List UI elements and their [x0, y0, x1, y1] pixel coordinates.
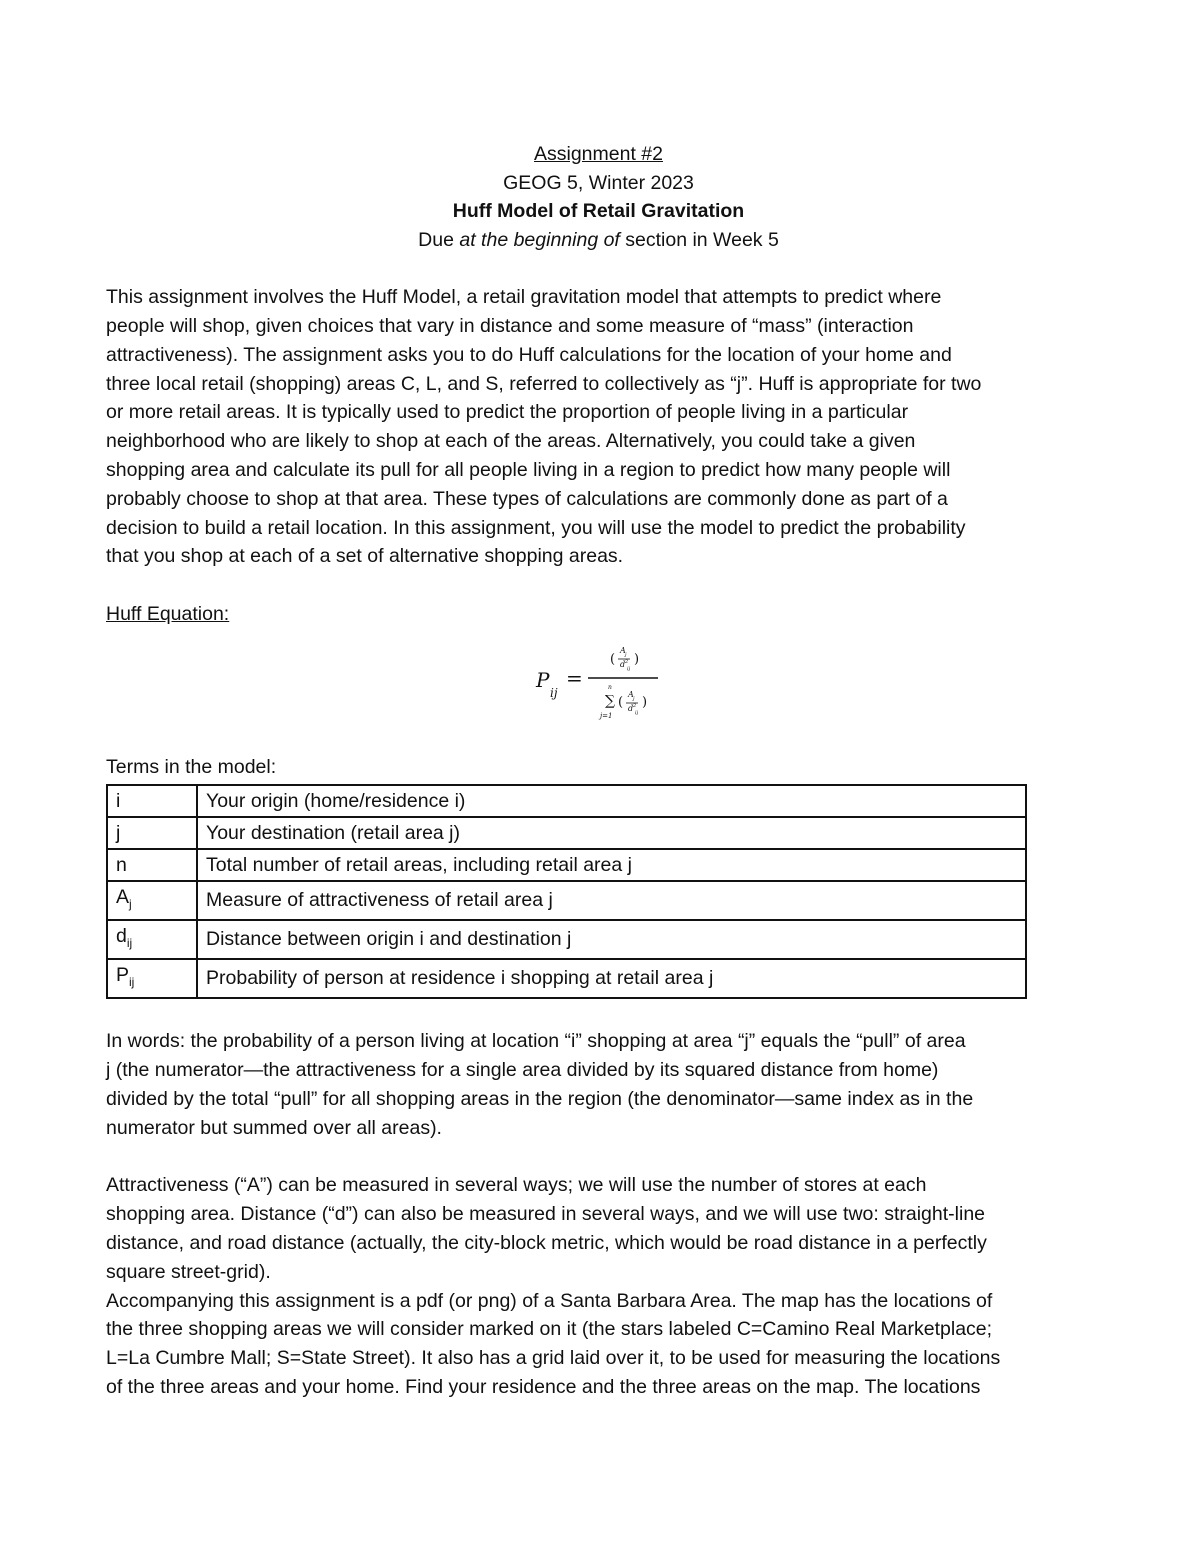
eq-den-den-sub: ij — [635, 709, 639, 716]
eq-equals: = — [566, 665, 583, 690]
table-row — [107, 849, 1026, 881]
in-words-paragraph — [106, 1027, 1091, 1142]
assignment-title: Assignment #2 — [534, 143, 663, 165]
attractiveness-line: shopping area. Distance (“d”) can also be measured in several ways, and we will use two: straight-line — [106, 1203, 986, 1226]
term-symbol: i — [107, 785, 197, 817]
eq-den-den-exp: 2 — [633, 702, 637, 709]
eq-num-var: A — [620, 645, 626, 655]
term-description: Distance between origin i and destination j — [197, 920, 1026, 959]
attractiveness-line: Attractiveness (“A”) can be measured in several ways; we will use the number of stores at each — [106, 1174, 927, 1197]
eq-sum-lower: j=1 — [600, 711, 613, 720]
term-symbol: n — [107, 849, 197, 881]
document-page — [106, 140, 1091, 1402]
eq-den-open-paren: ( — [618, 694, 624, 710]
eq-num-den-exp: 2 — [625, 658, 629, 665]
eq-den-num-var-sub: j — [633, 695, 635, 702]
table-row — [107, 920, 1026, 959]
intro-line: attractiveness). The assignment asks you to do Huff calculations for the location of your home and — [106, 343, 952, 366]
equation-heading: Huff Equation: — [106, 602, 230, 625]
course-line: GEOG 5, Winter 2023 — [503, 171, 694, 194]
words-line: divided by the total “pull” for all shopping areas in the region (the denominator—same index as in the — [106, 1087, 974, 1110]
intro-line: three local retail (shopping) areas C, L, and S, referred to collectively as “j”. Huff is appropriate for two — [106, 372, 982, 395]
term-symbol: $d_{ij}$ — [107, 920, 197, 959]
table-row — [107, 785, 1026, 817]
term-description: Your origin (home/residence i) — [197, 785, 1026, 817]
attractiveness-line: square street-grid). — [106, 1260, 271, 1283]
attractiveness-paragraph — [106, 1171, 1091, 1401]
attractiveness-line: distance, and road distance (actually, the city-block metric, which would be road distance in a perfectly — [106, 1231, 987, 1254]
words-line: numerator but summed over all areas). — [106, 1116, 442, 1139]
due-prefix: Due — [418, 228, 460, 251]
eq-sum-upper: n — [608, 683, 612, 691]
terms-label: Terms in the model: — [106, 755, 277, 778]
term-symbol: $P_{ij}$ — [107, 959, 197, 998]
intro-line: neighborhood who are likely to shop at each of the areas. Alternatively, you could take a given — [106, 430, 916, 453]
due-line — [106, 226, 1091, 255]
words-line: In words: the probability of a person living at location “i” shopping at area “j” equals the “pull” of area — [106, 1030, 966, 1053]
eq-num-close-paren: ) — [634, 651, 640, 667]
term-description: Your destination (retail area j) — [197, 817, 1026, 849]
intro-line: or more retail areas. It is typically used to predict the proportion of people living in a particular — [106, 401, 909, 424]
term-description: Probability of person at residence i shopping at retail area j — [197, 959, 1026, 998]
attractiveness-line: of the three areas and your home. Find your residence and the three areas on the map. The locations — [106, 1375, 981, 1398]
eq-num-open-paren: ( — [610, 651, 616, 667]
term-description: Measure of attractiveness of retail area j — [197, 881, 1026, 920]
eq-den-den-var: d — [628, 703, 634, 713]
intro-line: shopping area and calculate its pull for all people living in a region to predict how many people will — [106, 458, 951, 481]
intro-paragraph — [106, 283, 1091, 571]
huff-equation — [106, 633, 1091, 753]
document-subtitle: Huff Model of Retail Gravitation — [452, 200, 745, 223]
due-suffix: section in Week 5 — [619, 228, 779, 251]
eq-lhs: P — [536, 667, 550, 692]
attractiveness-line: Accompanying this assignment is a pdf (or png) of a Santa Barbara Area. The map has the locations of — [106, 1289, 993, 1312]
term-description: Total number of retail areas, including retail area j — [197, 849, 1026, 881]
eq-num-den-sub: ij — [627, 665, 631, 672]
intro-line: people will shop, given choices that vary in distance and some measure of “mass” (interaction — [106, 314, 914, 337]
eq-num-var-sub: j — [625, 651, 627, 658]
eq-sum-symbol: ∑ — [605, 692, 615, 709]
table-row — [107, 959, 1026, 998]
terms-table — [106, 784, 1027, 999]
attractiveness-line: L=La Cumbre Mall; S=State Street). It also has a grid laid over it, to be used for measuring the locations — [106, 1347, 1001, 1370]
table-row — [107, 881, 1026, 920]
words-line: j (the numerator—the attractiveness for a single area divided by its squared distance from home) — [106, 1059, 939, 1082]
intro-line: that you shop at each of a set of alternative shopping areas. — [106, 545, 624, 568]
eq-num-den-var: d — [620, 659, 626, 669]
intro-line: decision to build a retail location. In this assignment, you will use the model to predict the probability — [106, 516, 966, 539]
table-row — [107, 817, 1026, 849]
intro-line: This assignment involves the Huff Model, a retail gravitation model that attempts to predict where — [106, 286, 942, 309]
intro-line: probably choose to shop at that area. These types of calculations are commonly done as part of a — [106, 487, 948, 510]
attractiveness-line: the three shopping areas we will consider marked on it (the stars labeled C=Camino Real Marketplace; — [106, 1318, 993, 1341]
eq-lhs-sub: ij — [550, 685, 558, 700]
term-symbol: j — [107, 817, 197, 849]
eq-den-close-paren: ) — [642, 694, 648, 710]
term-symbol: $A_j$ — [107, 881, 197, 920]
due-italic: at the beginning of — [459, 228, 620, 251]
huff-equation-graphic — [526, 633, 686, 753]
eq-den-num-var: A — [628, 689, 634, 699]
